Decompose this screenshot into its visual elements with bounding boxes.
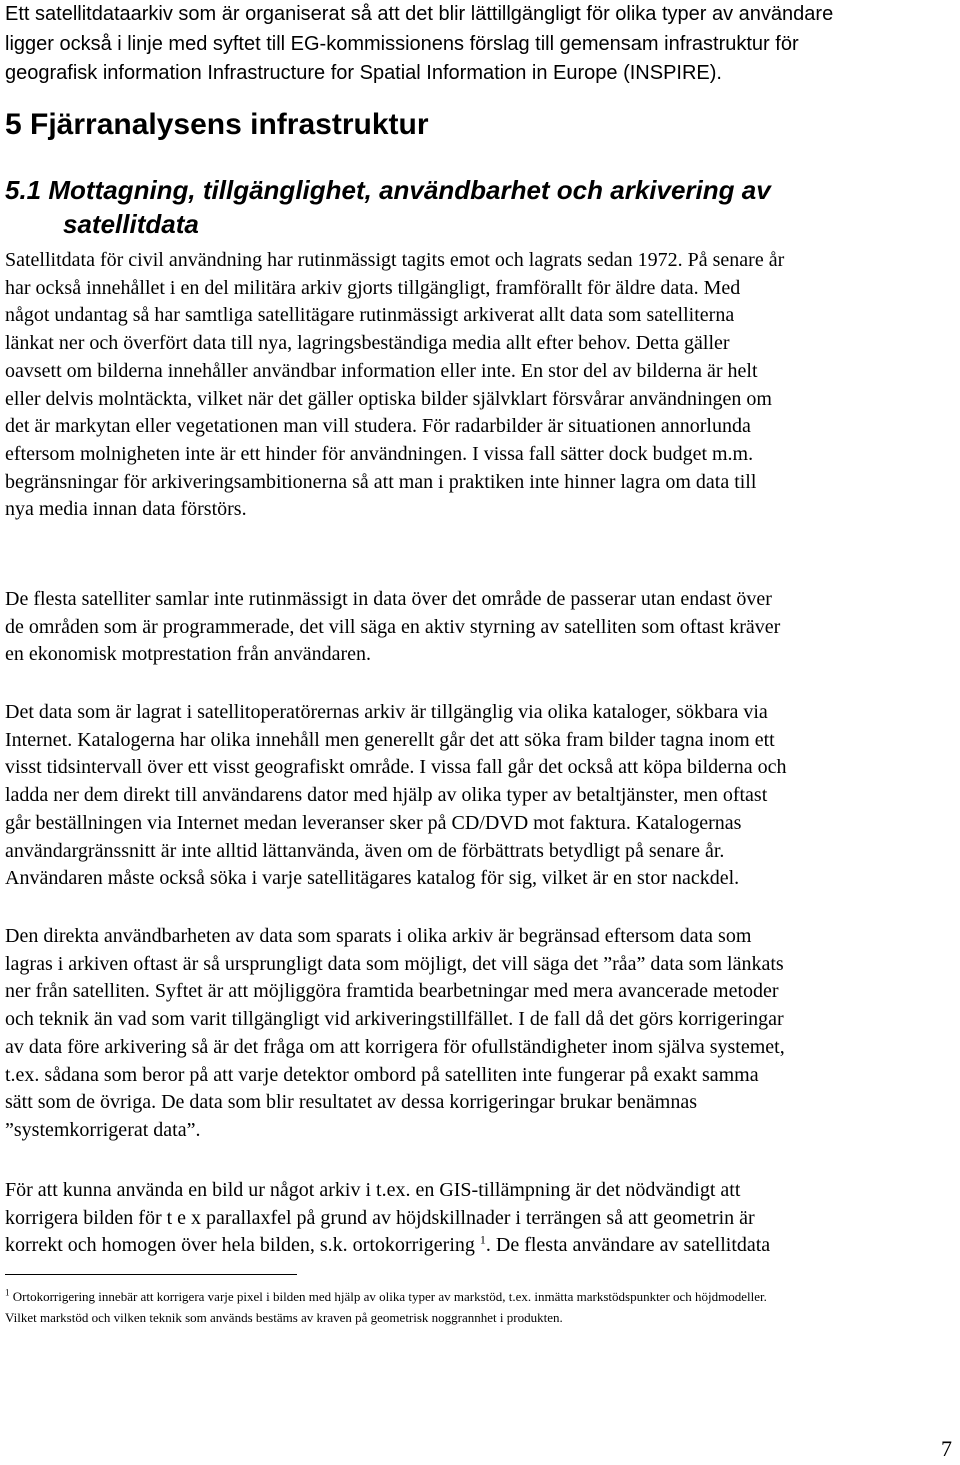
paragraph-line: Internet. Katalogerna har olika innehåll men generellt går det att söka fram bilder tagna inom ett bbox=[5, 728, 775, 751]
paragraph-line: visst tidsintervall över ett visst geografiskt område. I vissa fall går det också att köpa bilderna och bbox=[5, 756, 787, 779]
paragraph-line: Det data som är lagrat i satellitoperatörernas arkiv är tillgänglig via olika kataloger, sökbara via bbox=[5, 701, 768, 723]
intro-paragraph bbox=[5, 0, 955, 89]
footnote-line bbox=[5, 1286, 960, 1307]
paragraph-line: eller delvis molntäckta, vilket när det gäller optiska bilder självklart försvårar användningen om bbox=[5, 387, 772, 410]
paragraph-line: korrigera bilden för t e x parallaxfel på grund av höjdskillnader i terrängen så att geometrin är bbox=[5, 1206, 755, 1229]
footnote-separator bbox=[5, 1274, 297, 1275]
intro-line: Ett satellitdataarkiv som är organiserat så att det blir lättillgängligt för olika typer av användare bbox=[5, 3, 834, 25]
paragraph-line: nya media innan data förstörs. bbox=[5, 498, 247, 521]
paragraph-line: något undantag så har samtliga satellitägare rutinmässigt arkiverat allt data som satelliterna bbox=[5, 304, 735, 327]
body-paragraph bbox=[5, 586, 960, 669]
page-number: 7 bbox=[941, 1436, 952, 1461]
footnote-line: Vilket markstöd och vilken teknik som används bestäms av kraven på geometrisk noggrannhet i produkten. bbox=[5, 1310, 563, 1325]
body-paragraph bbox=[5, 699, 960, 893]
body-paragraph bbox=[5, 247, 960, 524]
intro-line: ligger också i linje med syftet till EG-kommissionens förslag till gemensam infrastruktur för bbox=[5, 32, 799, 55]
paragraph-line: länkat ner och överfört data till nya, lagringsbeständiga media allt efter behov. Detta gäller bbox=[5, 332, 730, 355]
paragraph-line: sätt som de övriga. De data som blir resultatet av dessa korrigeringar brukar benämnas bbox=[5, 1091, 698, 1114]
paragraph-text: korrekt och homogen över hela bilden, s.k. ortokorrigering bbox=[5, 1234, 475, 1257]
paragraph-line: ner från satelliten. Syftet är att möjliggöra framtida bearbetningar med mera avancerade metoder bbox=[5, 980, 779, 1003]
subsection-heading-line: satellitdata bbox=[63, 209, 199, 239]
paragraph-line: Satellitdata för civil användning har rutinmässigt tagits emot och lagrats sedan 1972. På senare år bbox=[5, 249, 785, 271]
subsection-heading bbox=[5, 173, 771, 241]
paragraph-line: har också innehållet i en del militära arkiv gjorts tillgängligt, framförallt för äldre data. Med bbox=[5, 276, 741, 299]
footnote-text: Ortokorrigering innebär att korrigera varje pixel i bilden med hjälp av olika typer av markstöd, t.ex. inmätta markstödspunkter och höjdmodeller. bbox=[12, 1289, 767, 1304]
paragraph-line: Den direkta användbarheten av data som sparats i olika arkiv är begränsad eftersom data som bbox=[5, 925, 752, 947]
body-paragraph bbox=[5, 1177, 960, 1260]
paragraph-line: begränsningar för arkiveringsambitionerna så att man i praktiken inte hinner lagra om data till bbox=[5, 470, 757, 493]
paragraph-line bbox=[5, 1232, 960, 1260]
paragraph-line: det är markytan eller vegetationen man vill studera. För radarbilder är situationen annorlunda bbox=[5, 415, 751, 438]
paragraph-line: lagras i arkiven oftast är så ursprungligt data som möjligt, det vill säga det ”råa” data som länkats bbox=[5, 952, 784, 975]
paragraph-line: de områden som är programmerade, det vill säga en aktiv styrning av satelliten som oftast kräver bbox=[5, 615, 781, 638]
paragraph-line: eftersom molnigheten inte är ett hinder för användningen. I vissa fall sätter dock budget m.m. bbox=[5, 442, 754, 465]
body-paragraph bbox=[5, 923, 960, 1145]
paragraph-line: av data före arkivering så är det fråga om att korrigera för ofullständigheter inom själva systemet, bbox=[5, 1035, 785, 1058]
footnote bbox=[5, 1286, 960, 1328]
intro-line: geografisk information Infrastructure for Spatial Information in Europe (INSPIRE). bbox=[5, 62, 722, 84]
paragraph-line: ”systemkorrigerat data”. bbox=[5, 1118, 201, 1141]
paragraph-line: Användaren måste också söka i varje satellitägares katalog för sig, vilket är en stor nackdel. bbox=[5, 867, 740, 890]
subsection-heading-line: 5.1 Mottagning, tillgänglighet, användbarhet och arkivering av bbox=[5, 175, 771, 205]
paragraph-line: en ekonomisk motprestation från användaren. bbox=[5, 643, 371, 666]
paragraph-line: För att kunna använda en bild ur något arkiv i t.ex. en GIS-tillämpning är det nödvändigt att bbox=[5, 1179, 741, 1201]
paragraph-line: går beställningen via Internet medan leveranser sker på CD/DVD mot faktura. Katalogernas bbox=[5, 811, 742, 834]
paragraph-text: . De flesta användare av satellitdata bbox=[485, 1234, 771, 1257]
paragraph-line: och teknik än vad som varit tillgängligt vid arkiveringstillfället. I de fall då det görs korrigeringar bbox=[5, 1008, 784, 1031]
paragraph-line: De flesta satelliter samlar inte rutinmässigt in data över det område de passerar utan endast över bbox=[5, 588, 772, 610]
footnote-marker: 1 bbox=[5, 1287, 10, 1298]
footnote-reference[interactable]: 1 bbox=[479, 1232, 486, 1247]
paragraph-line: användargränssnitt är inte alltid lättanvända, även om de förbättrats betydligt på senare år. bbox=[5, 839, 725, 862]
section-heading: 5 Fjärranalysens infrastruktur bbox=[5, 108, 429, 141]
paragraph-line: oavsett om bilderna innehåller användbar information eller inte. En stor del av bilderna är helt bbox=[5, 359, 758, 382]
paragraph-line: ladda ner dem direkt till användarens dator med hjälp av olika typer av betaltjänster, men oftast bbox=[5, 784, 768, 807]
paragraph-line: t.ex. sådana som beror på att varje detektor ombord på satelliten inte fungerar på exakt samma bbox=[5, 1063, 759, 1086]
